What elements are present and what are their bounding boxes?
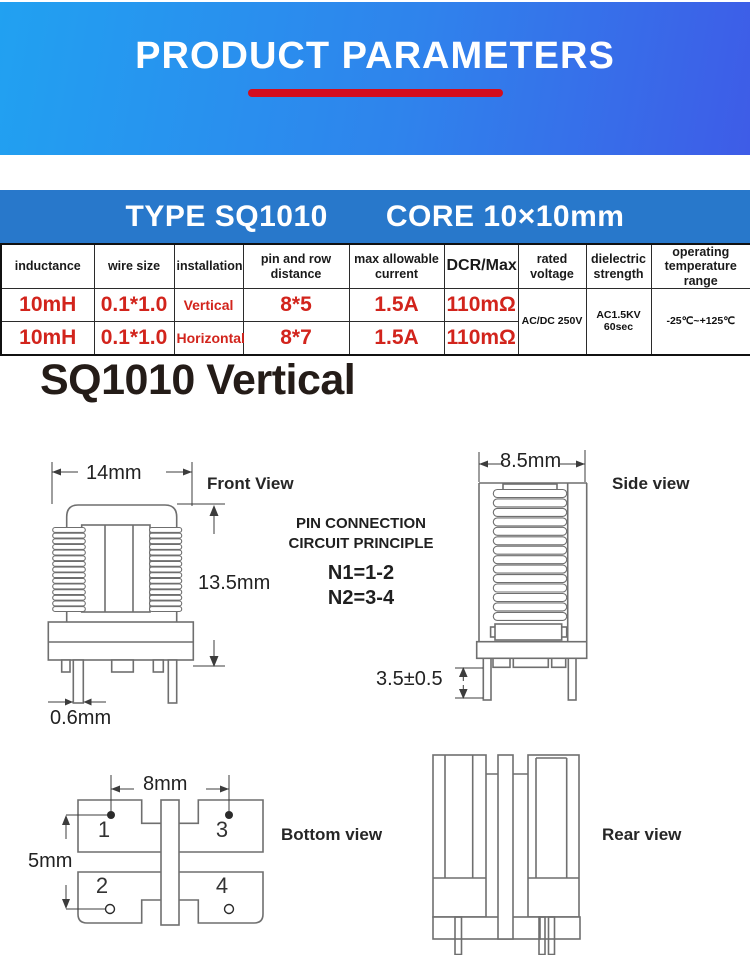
cell-inductance: 10mH xyxy=(1,289,94,322)
section-heading: SQ1010 Vertical xyxy=(40,356,356,404)
col-wire-size: wire size xyxy=(94,244,174,289)
front-view-label: Front View xyxy=(207,474,294,493)
rear-view-drawing xyxy=(425,748,590,955)
header-banner xyxy=(0,2,750,155)
col-operating-temp: operating temperature range xyxy=(651,244,750,289)
cell-current: 1.5A xyxy=(349,289,444,322)
col-inductance: inductance xyxy=(1,244,94,289)
type-label: TYPE SQ1010 xyxy=(125,199,328,233)
cell-dcr: 110mΩ xyxy=(444,289,518,322)
col-dielectric-strength: dielectric strength xyxy=(586,244,651,289)
col-rated-voltage: rated voltage xyxy=(518,244,586,289)
col-max-current: max allowable current xyxy=(349,244,444,289)
page-title: PRODUCT PARAMETERS xyxy=(135,35,615,77)
bottom-row-dim: 5mm xyxy=(28,850,73,872)
pin-1-label: 1 xyxy=(97,817,111,842)
table-row-vertical xyxy=(1,289,750,322)
cell-installation: Vertical xyxy=(174,289,243,322)
cell-dielectric-strength: AC1.5KV 60sec xyxy=(586,289,651,355)
cell-pin-row: 8*7 xyxy=(243,322,349,355)
front-width-dim: 14mm xyxy=(86,462,142,484)
cell-operating-temp: -25℃~+125℃ xyxy=(651,289,750,355)
col-pin-row-distance: pin and row distance xyxy=(243,244,349,289)
cell-current: 1.5A xyxy=(349,322,444,355)
side-coil xyxy=(493,490,566,621)
front-height-dim: 13.5mm xyxy=(198,572,271,594)
core-label: CORE 10×10mm xyxy=(385,199,625,233)
side-pin-length-dim: 3.5±0.5 xyxy=(376,668,443,690)
pin-2-label: 2 xyxy=(95,873,109,898)
cell-pin-row: 8*5 xyxy=(243,289,349,322)
type-core-bar xyxy=(0,190,750,243)
cell-installation: Horizontal xyxy=(174,322,243,355)
col-installation: installation xyxy=(174,244,243,289)
pin-4-marker xyxy=(225,905,234,914)
bottom-view-label: Bottom view xyxy=(281,825,383,844)
pin-connection-title-line1: PIN CONNECTION xyxy=(295,515,426,532)
side-view-label: Side view xyxy=(612,474,690,493)
front-coil-right xyxy=(150,528,182,612)
cell-wire-size: 0.1*1.0 xyxy=(94,322,174,355)
cell-rated-voltage: AC/DC 250V xyxy=(518,289,586,355)
cell-dcr: 110mΩ xyxy=(444,322,518,355)
pin-connection-block xyxy=(263,514,459,611)
pin-connection-n1: N1=1-2 xyxy=(327,562,395,584)
table-header-row xyxy=(1,244,750,289)
pin-3-label: 3 xyxy=(215,817,229,842)
spec-table xyxy=(0,243,750,356)
bottom-pitch-dim: 8mm xyxy=(143,773,188,795)
front-coil-left xyxy=(53,528,86,612)
side-width-dim: 8.5mm xyxy=(500,450,562,472)
cell-wire-size: 0.1*1.0 xyxy=(94,289,174,322)
pin-4-label: 4 xyxy=(215,873,229,898)
pin-2-marker xyxy=(106,905,115,914)
pin-connection-title-line2: CIRCUIT PRINCIPLE xyxy=(288,535,434,552)
cell-inductance: 10mH xyxy=(1,322,94,355)
pin-connection-n2: N2=3-4 xyxy=(327,587,395,609)
title-underline xyxy=(248,89,503,97)
front-pin-dim: 0.6mm xyxy=(50,707,112,729)
rear-view-label: Rear view xyxy=(602,825,682,844)
col-dcr-max: DCR/Max xyxy=(444,244,518,289)
